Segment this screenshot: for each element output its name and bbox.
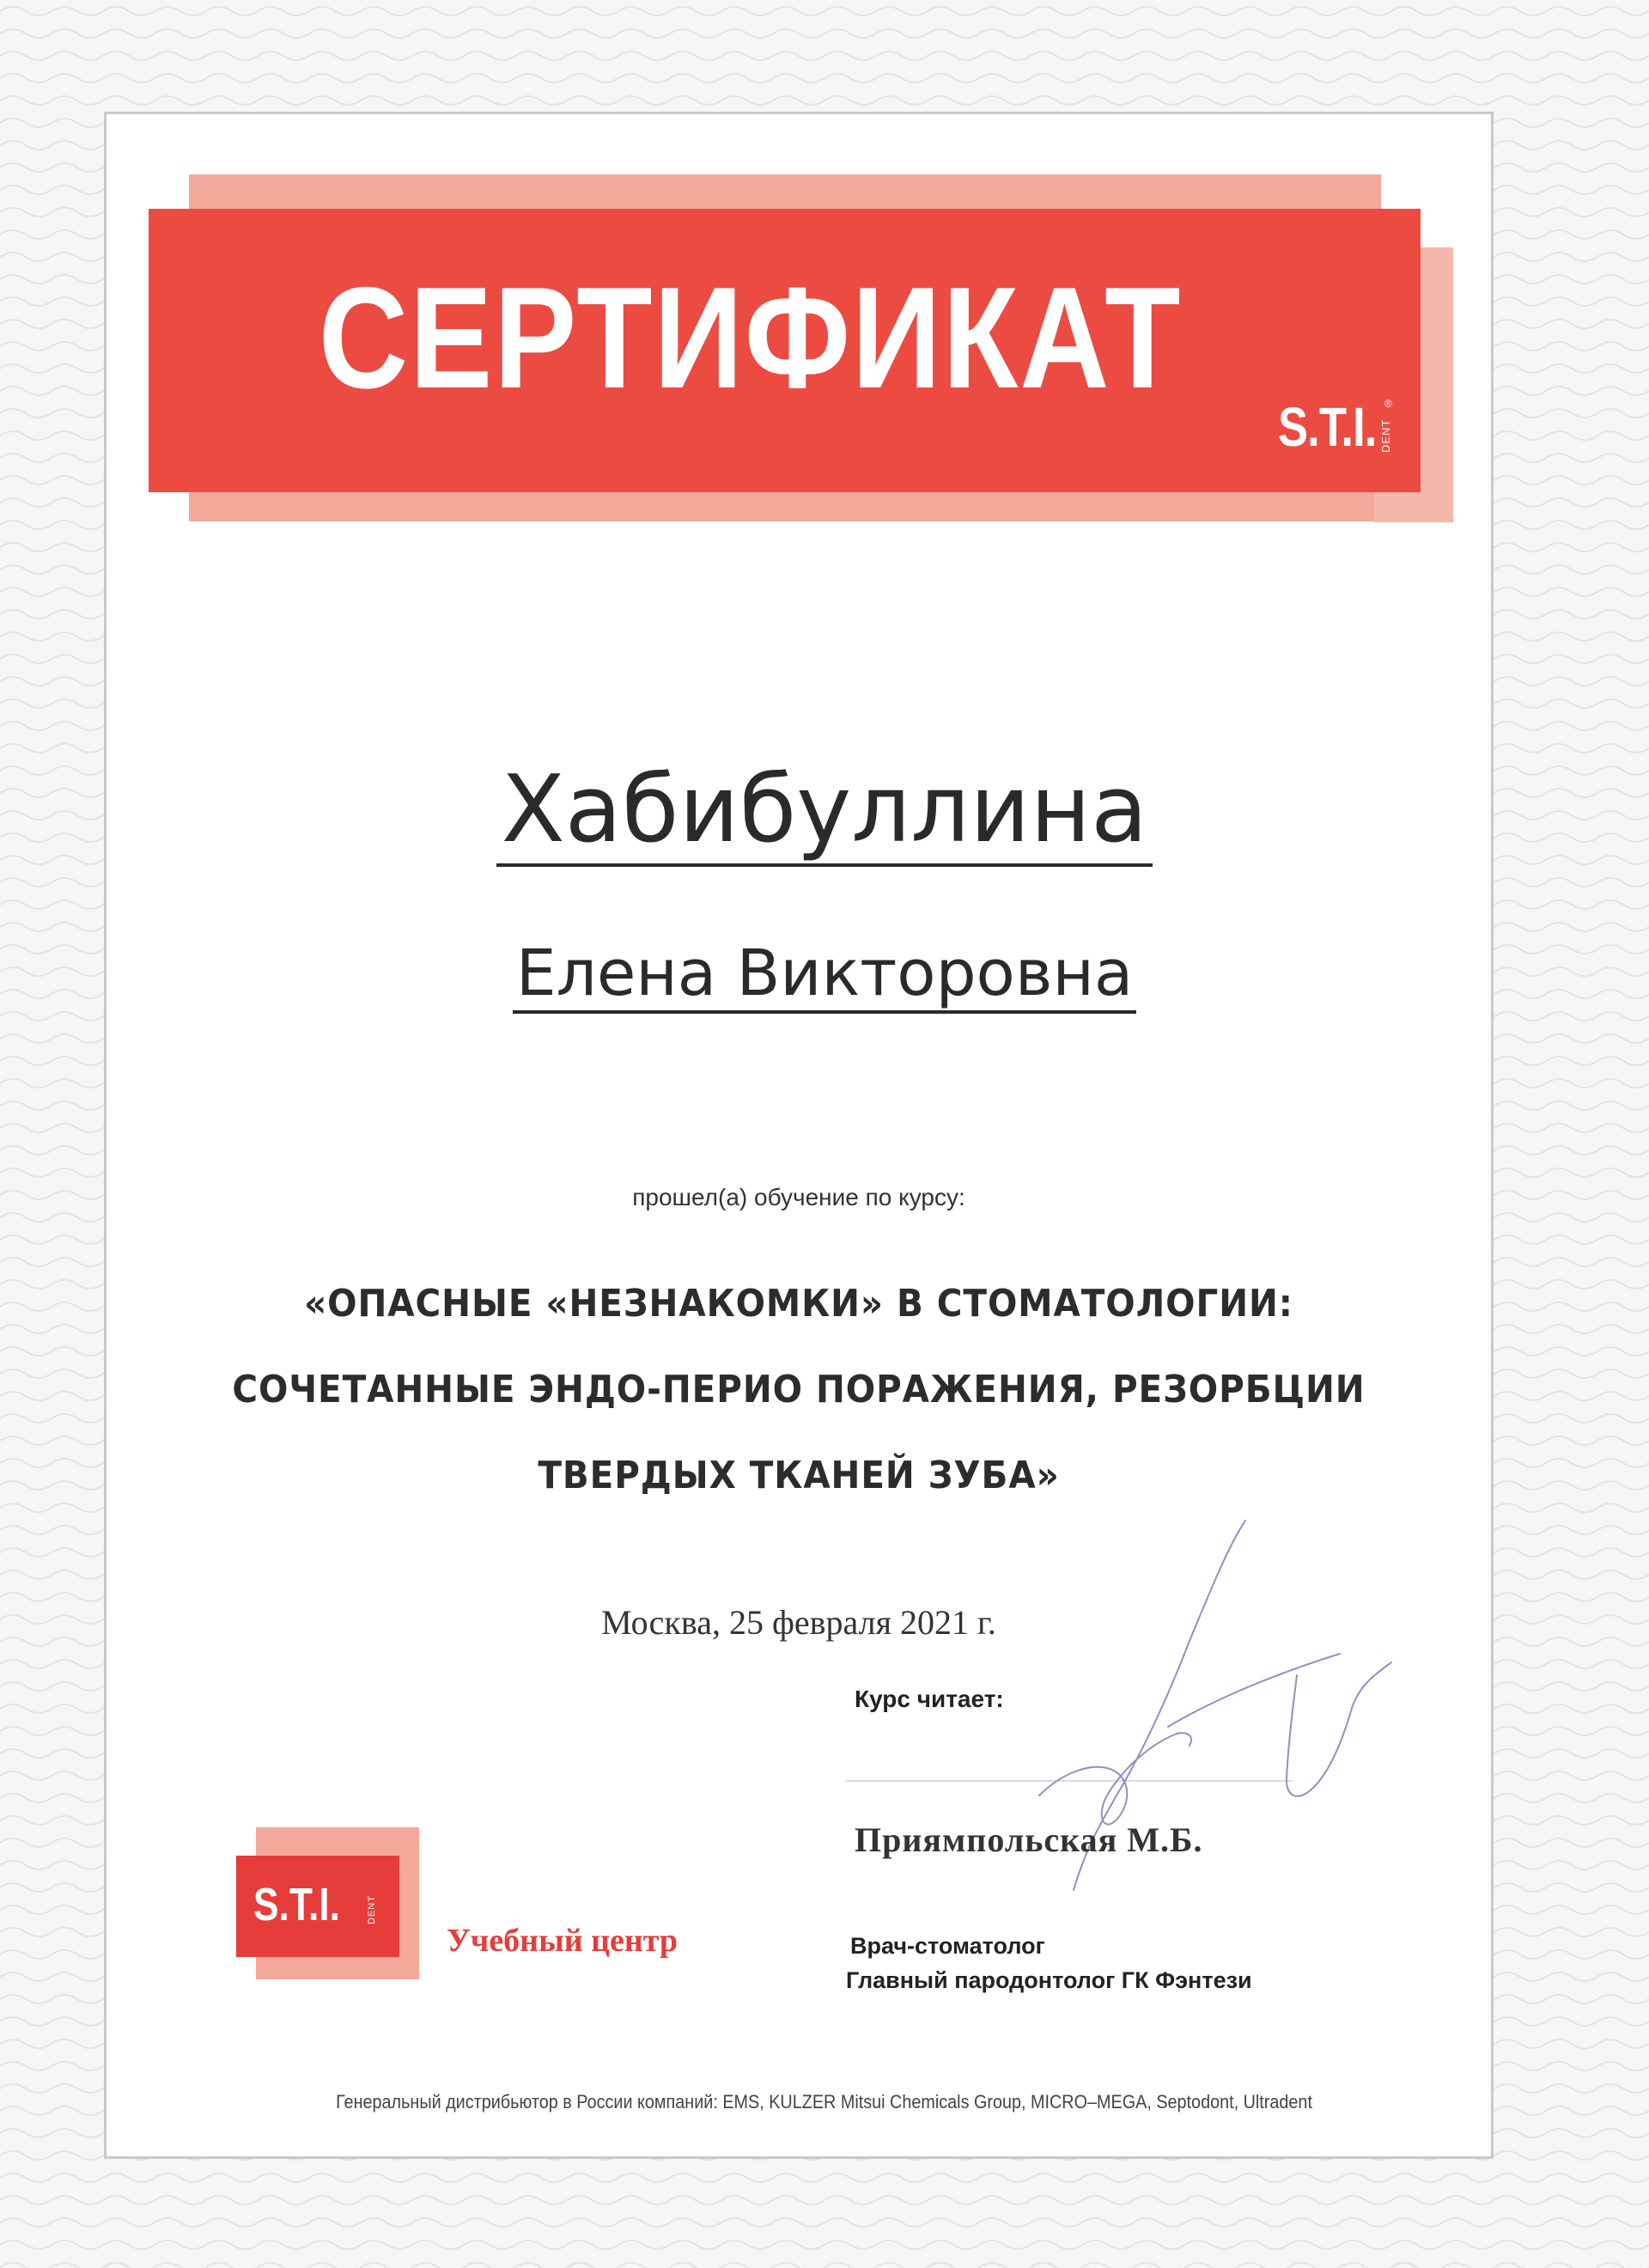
recipient-given-names: Елена Викторовна — [0, 936, 1649, 1010]
sti-logo-text: S.T.I. — [1278, 396, 1377, 458]
lecturer-position-secondary: Главный пародонтолог ГК Фэнтези — [846, 1967, 1252, 1993]
recipient-surname: Хабибуллина — [0, 756, 1649, 863]
registered-mark: ® — [1384, 398, 1392, 410]
course-title-line: «ОПАСНЫЕ «НЕЗНАКОМКИ» В СТОМАТОЛОГИИ: — [304, 1282, 1293, 1326]
training-center-label: Учебный центр — [447, 1923, 678, 1959]
course-title-line: СОЧЕТАННЫЕ ЭНДО-ПЕРИО ПОРАЖЕНИЯ, РЕЗОРБЦИИ — [232, 1368, 1366, 1411]
city-date: Москва, 25 февраля 2021 г. — [601, 1603, 996, 1642]
certificate-title: СЕРТИФИКАТ — [318, 257, 1183, 418]
sti-logo — [1278, 396, 1398, 460]
training-center-logo — [236, 1856, 399, 1957]
course-title — [0, 1261, 1597, 1519]
certificate-banner — [149, 209, 1421, 492]
passed-course-text: прошел(а) обучение по курсу: — [632, 1184, 965, 1210]
center-logo-sub: DENT — [367, 1895, 377, 1924]
distributor-footer: Генеральный дистрибьютор в России компаний: EMS, KULZER Mitsui Chemicals Group, MICRO–MEGA, Septodont, Ultradent — [336, 2091, 1313, 2113]
course-title-line: ТВЕРДЫХ ТКАНЕЙ ЗУБА» — [538, 1454, 1060, 1497]
lecturer-position: Врач-стоматолог — [850, 1933, 1045, 1959]
center-logo-text: S.T.I. — [253, 1879, 340, 1930]
sti-logo-sub: DENT — [1379, 418, 1392, 453]
lecturer-name: Приямпольская М.Б. — [855, 1820, 1203, 1859]
lecturer-label: Курс читает: — [855, 1686, 1004, 1712]
